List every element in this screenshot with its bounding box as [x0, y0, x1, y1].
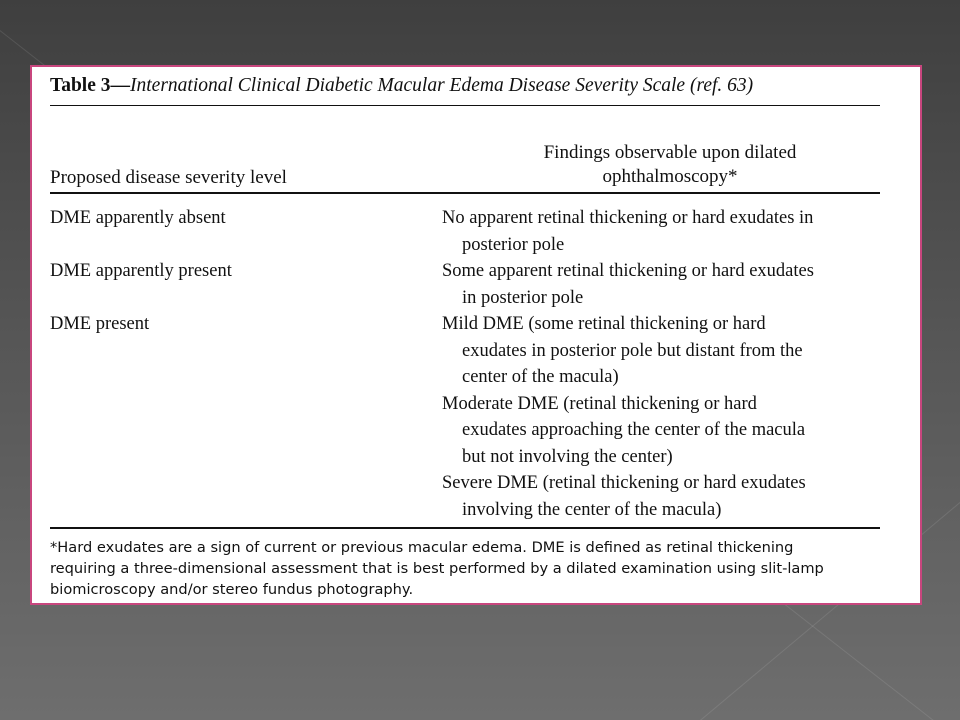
footnote-line: requiring a three-dimensional assessment that is best performed by a dilated examination using slit-lamp — [50, 560, 824, 577]
finding-entry — [442, 258, 886, 311]
finding-line: involving the center of the macula) — [462, 499, 722, 520]
footnote-line: *Hard exudates are a sign of current or previous macular edema. DME is defined as retinal thickening — [50, 539, 794, 556]
table-row — [50, 205, 886, 258]
finding-line: Severe DME (retinal thickening or hard exudates — [442, 473, 806, 493]
findings-cell — [442, 258, 886, 311]
table-title-text: International Clinical Diabetic Macular Edema Disease Severity Scale (ref. 63) — [130, 75, 754, 96]
column-header-findings-line: Findings observable upon dilated — [543, 142, 797, 163]
findings-cell — [442, 311, 886, 523]
finding-line: exudates in posterior pole but distant from the — [462, 340, 803, 361]
severity-level-cell: DME apparently absent — [50, 208, 226, 228]
finding-entry — [442, 205, 886, 258]
finding-line: center of the macula) — [462, 367, 619, 387]
finding-line: but not involving the center) — [462, 446, 673, 467]
table-title — [50, 75, 882, 97]
table-row — [50, 311, 886, 523]
table-footnote — [50, 537, 886, 600]
severity-level-cell: DME apparently present — [50, 261, 232, 281]
severity-level-cell: DME present — [50, 314, 150, 334]
finding-line: Moderate DME (retinal thickening or hard — [442, 393, 757, 414]
findings-cell — [442, 205, 886, 258]
column-header-findings — [460, 141, 880, 189]
finding-line: Mild DME (some retinal thickening or hard — [442, 314, 766, 334]
table-figure — [30, 65, 922, 605]
table-body — [50, 205, 886, 523]
bottom-rule — [50, 527, 880, 529]
top-rule — [50, 105, 880, 106]
header-rule — [50, 192, 880, 194]
finding-line: posterior pole — [462, 234, 565, 255]
table-title-label: Table 3— — [50, 75, 131, 96]
table-row — [50, 258, 886, 311]
finding-entry — [442, 311, 886, 391]
finding-line: in posterior pole — [462, 287, 584, 308]
background-decor-line — [779, 600, 937, 720]
finding-line: No apparent retinal thickening or hard exudates in — [442, 208, 814, 228]
column-header-findings-line: ophthalmoscopy* — [602, 166, 738, 187]
finding-line: Some apparent retinal thickening or hard exudates — [442, 261, 814, 281]
footnote-line: biomicroscopy and/or stereo fundus photography. — [50, 581, 414, 598]
finding-line: exudates approaching the center of the macula — [462, 420, 806, 440]
finding-entry — [442, 470, 886, 523]
column-header-severity: Proposed disease severity level — [50, 167, 287, 188]
finding-entry — [442, 391, 886, 471]
